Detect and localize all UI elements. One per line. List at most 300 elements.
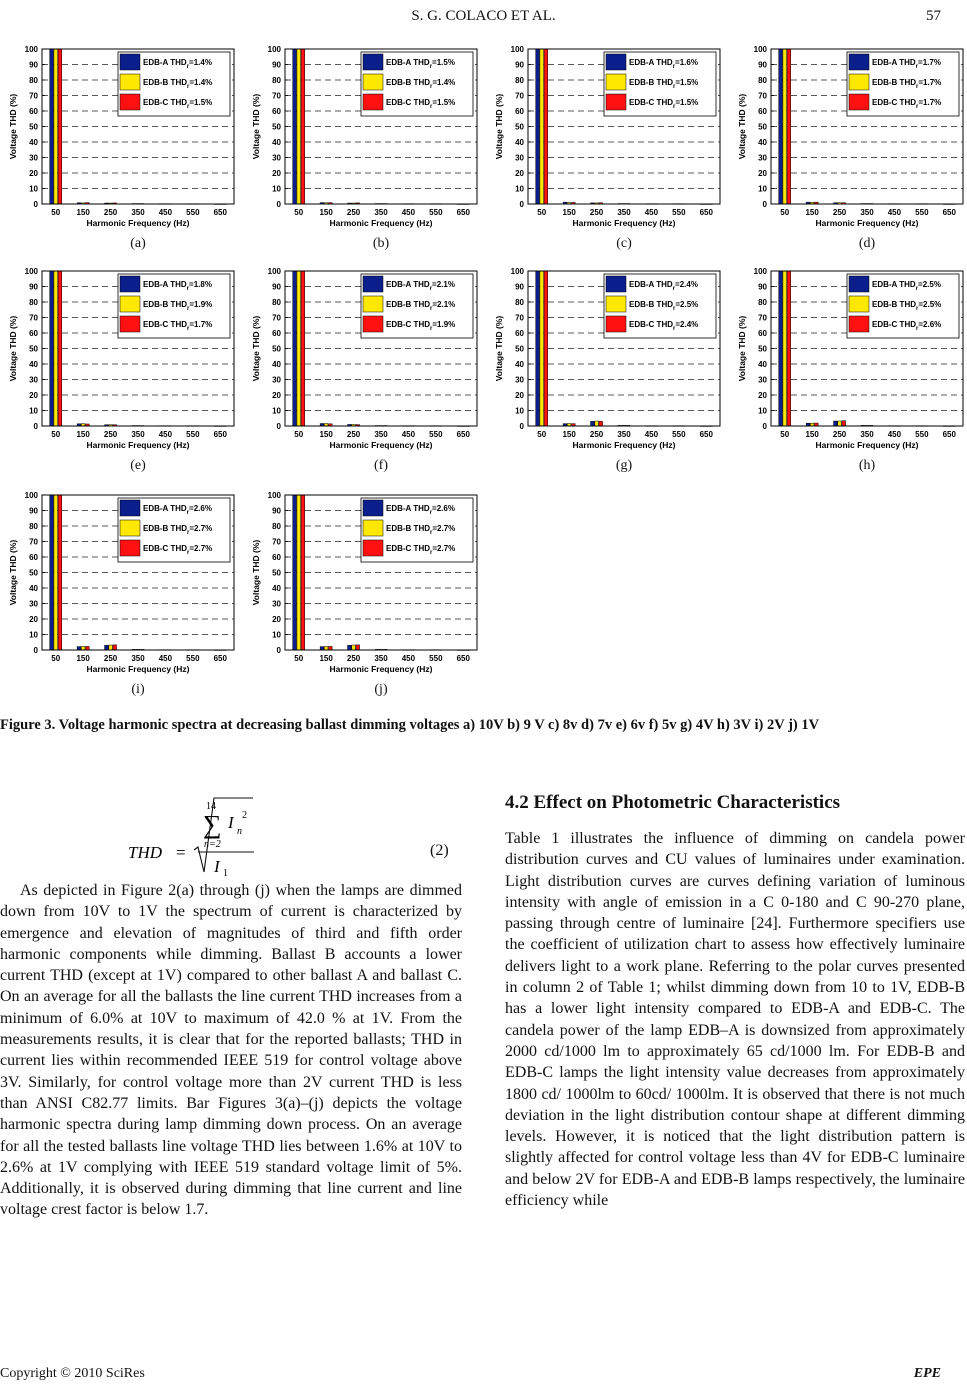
legend-label: EDB-C $THD_r=2.7\%$ bbox=[143, 544, 213, 556]
bar bbox=[113, 645, 117, 650]
y-tick-label: 10 bbox=[515, 406, 524, 416]
panel-sublabel: (h) bbox=[858, 458, 876, 473]
bar bbox=[109, 645, 113, 650]
y-tick-label: 50 bbox=[272, 568, 281, 578]
y-tick-label: 10 bbox=[29, 406, 38, 416]
legend-label: EDB-C $THD_r=1.5\%$ bbox=[629, 98, 699, 110]
x-tick-label: 450 bbox=[401, 654, 416, 663]
x-tick-label: 450 bbox=[644, 208, 659, 217]
y-tick-label: 100 bbox=[510, 45, 524, 54]
y-tick-label: 100 bbox=[267, 45, 281, 54]
x-tick-label: 250 bbox=[832, 430, 847, 439]
y-axis-label: Voltage THD (%) bbox=[737, 315, 747, 382]
x-tick-label: 350 bbox=[860, 208, 874, 217]
y-tick-label: 70 bbox=[29, 537, 38, 547]
legend-swatch bbox=[849, 74, 869, 90]
legend-label: EDB-B $THD_r=2.7\%$ bbox=[386, 524, 456, 536]
legend-label: EDB-A $THD_r=2.6\%$ bbox=[386, 504, 455, 516]
bar bbox=[301, 271, 305, 426]
y-tick-label: 30 bbox=[515, 375, 524, 385]
y-tick-label: 100 bbox=[267, 491, 281, 500]
y-tick-label: 70 bbox=[515, 313, 524, 323]
legend-swatch bbox=[849, 316, 869, 332]
legend-swatch bbox=[606, 74, 626, 90]
legend-swatch bbox=[606, 276, 626, 292]
y-tick-label: 70 bbox=[272, 91, 281, 101]
y-tick-label: 0 bbox=[519, 200, 524, 209]
y-tick-label: 60 bbox=[758, 329, 767, 338]
chart-svg bbox=[243, 40, 481, 235]
y-tick-label: 40 bbox=[515, 360, 524, 369]
legend-label: EDB-A $THD_r=2.6\%$ bbox=[143, 504, 212, 516]
y-tick-label: 90 bbox=[29, 282, 38, 292]
y-axis-label: Voltage THD (%) bbox=[494, 315, 504, 382]
bar bbox=[599, 421, 603, 426]
y-tick-label: 70 bbox=[272, 313, 281, 323]
legend-swatch bbox=[849, 54, 869, 70]
legend-swatch bbox=[606, 94, 626, 110]
y-tick-label: 20 bbox=[272, 615, 281, 624]
legend-swatch bbox=[606, 316, 626, 332]
chart-svg bbox=[486, 262, 724, 457]
y-tick-label: 90 bbox=[29, 60, 38, 70]
y-tick-label: 10 bbox=[515, 184, 524, 194]
bar bbox=[297, 495, 301, 650]
page-number: 57 bbox=[926, 8, 941, 24]
y-tick-label: 80 bbox=[272, 298, 281, 307]
legend-label: EDB-A $THD_r=1.5\%$ bbox=[386, 58, 455, 70]
y-tick-label: 60 bbox=[29, 329, 38, 338]
legend-label: EDB-C $THD_r=1.7\%$ bbox=[872, 98, 942, 110]
legend-label: EDB-C $THD_r=1.5\%$ bbox=[143, 98, 213, 110]
y-tick-label: 10 bbox=[758, 184, 767, 194]
x-tick-label: 650 bbox=[456, 208, 470, 217]
legend-swatch bbox=[363, 520, 383, 536]
y-tick-label: 30 bbox=[272, 375, 281, 385]
legend-label: EDB-B $THD_r=1.5\%$ bbox=[629, 78, 699, 90]
eq-sum-lower: n=2 bbox=[204, 839, 221, 850]
y-tick-label: 90 bbox=[272, 282, 281, 292]
legend-label: EDB-B $THD_r=1.4\%$ bbox=[143, 78, 213, 90]
x-tick-label: 150 bbox=[319, 654, 333, 663]
eq-sum-upper: 14 bbox=[206, 801, 216, 812]
x-axis-label: Harmonic Frequency (Hz) bbox=[329, 664, 433, 674]
bar bbox=[105, 645, 109, 650]
y-axis-label: Voltage THD (%) bbox=[8, 93, 18, 160]
legend-swatch bbox=[120, 520, 140, 536]
legend-label: EDB-A $THD_r=1.7\%$ bbox=[872, 58, 941, 70]
x-tick-label: 350 bbox=[617, 208, 631, 217]
legend-swatch bbox=[363, 94, 383, 110]
legend-label: EDB-C $THD_r=2.7\%$ bbox=[386, 544, 456, 556]
x-tick-label: 650 bbox=[699, 208, 713, 217]
panel-sublabel: (d) bbox=[858, 236, 876, 251]
panel-sublabel: (e) bbox=[130, 458, 146, 473]
y-tick-label: 10 bbox=[272, 630, 281, 640]
bar bbox=[838, 421, 842, 426]
y-tick-label: 40 bbox=[272, 138, 281, 147]
y-tick-label: 90 bbox=[272, 506, 281, 516]
eq-den-var: I bbox=[214, 857, 220, 876]
bar bbox=[54, 495, 58, 650]
y-tick-label: 20 bbox=[29, 391, 38, 400]
bar bbox=[536, 49, 540, 204]
bar bbox=[54, 49, 58, 204]
y-tick-label: 40 bbox=[272, 360, 281, 369]
bar bbox=[783, 271, 787, 426]
legend-swatch bbox=[363, 500, 383, 516]
panel-sublabel: (a) bbox=[130, 236, 146, 251]
chart-svg bbox=[486, 40, 724, 235]
y-tick-label: 70 bbox=[758, 91, 767, 101]
y-tick-label: 90 bbox=[29, 506, 38, 516]
thd-equation bbox=[118, 792, 463, 877]
panel-sublabel: (i) bbox=[131, 682, 145, 697]
y-tick-label: 30 bbox=[272, 599, 281, 609]
bar bbox=[293, 495, 297, 650]
bar bbox=[540, 271, 544, 426]
chart-panel bbox=[0, 262, 238, 457]
y-tick-label: 50 bbox=[272, 344, 281, 354]
y-axis-label: Voltage THD (%) bbox=[251, 93, 261, 160]
bar bbox=[787, 271, 791, 426]
chart-panel bbox=[243, 486, 481, 681]
x-axis-label: Harmonic Frequency (Hz) bbox=[815, 440, 919, 450]
y-tick-label: 50 bbox=[29, 568, 38, 578]
panel-sublabel: (c) bbox=[616, 236, 632, 251]
x-tick-label: 450 bbox=[158, 208, 173, 217]
legend-label: EDB-A $THD_r=1.8\%$ bbox=[143, 280, 212, 292]
legend-swatch bbox=[120, 74, 140, 90]
bar bbox=[779, 49, 783, 204]
y-tick-label: 100 bbox=[753, 45, 767, 54]
x-tick-label: 450 bbox=[401, 208, 416, 217]
bar bbox=[595, 421, 599, 426]
bar bbox=[297, 49, 301, 204]
bar bbox=[86, 646, 90, 650]
x-tick-label: 150 bbox=[76, 654, 90, 663]
legend-swatch bbox=[849, 276, 869, 292]
x-tick-label: 250 bbox=[346, 654, 361, 663]
legend-swatch bbox=[120, 500, 140, 516]
x-tick-label: 450 bbox=[644, 430, 659, 439]
legend-swatch bbox=[363, 276, 383, 292]
bar bbox=[536, 271, 540, 426]
y-axis-label: Voltage THD (%) bbox=[8, 539, 18, 606]
y-tick-label: 80 bbox=[515, 76, 524, 85]
x-axis-label: Harmonic Frequency (Hz) bbox=[572, 440, 676, 450]
chart-svg bbox=[729, 262, 967, 457]
y-tick-label: 30 bbox=[758, 153, 767, 163]
y-tick-label: 70 bbox=[272, 537, 281, 547]
bar bbox=[297, 271, 301, 426]
x-axis-label: Harmonic Frequency (Hz) bbox=[329, 440, 433, 450]
legend-swatch bbox=[120, 540, 140, 556]
y-tick-label: 90 bbox=[515, 60, 524, 70]
panel-sublabel: (g) bbox=[615, 458, 633, 473]
x-tick-label: 250 bbox=[346, 430, 361, 439]
x-tick-label: 550 bbox=[672, 208, 686, 217]
y-tick-label: 70 bbox=[515, 91, 524, 101]
y-tick-label: 100 bbox=[24, 491, 38, 500]
chart-svg bbox=[0, 40, 238, 235]
x-tick-label: 250 bbox=[589, 430, 604, 439]
y-tick-label: 40 bbox=[29, 360, 38, 369]
y-tick-label: 20 bbox=[29, 615, 38, 624]
chart-panel bbox=[0, 40, 238, 235]
y-tick-label: 0 bbox=[276, 422, 281, 431]
y-tick-label: 0 bbox=[276, 200, 281, 209]
y-tick-label: 60 bbox=[29, 553, 38, 562]
eq-den-sub: 1 bbox=[223, 868, 228, 877]
chart-panel bbox=[243, 40, 481, 235]
x-tick-label: 550 bbox=[186, 208, 200, 217]
bar bbox=[324, 646, 328, 650]
x-tick-label: 650 bbox=[942, 208, 956, 217]
x-tick-label: 150 bbox=[562, 430, 576, 439]
x-tick-label: 650 bbox=[213, 654, 227, 663]
y-tick-label: 60 bbox=[515, 329, 524, 338]
bar bbox=[58, 495, 62, 650]
bar bbox=[81, 646, 85, 650]
x-tick-label: 250 bbox=[589, 208, 604, 217]
y-tick-label: 0 bbox=[33, 422, 38, 431]
x-tick-label: 50 bbox=[51, 654, 61, 663]
legend-swatch bbox=[120, 276, 140, 292]
bar bbox=[301, 495, 305, 650]
eq-sum-sign: ∑ bbox=[203, 810, 222, 839]
y-tick-label: 80 bbox=[758, 298, 767, 307]
y-tick-label: 80 bbox=[272, 522, 281, 531]
chart-panel bbox=[729, 262, 967, 457]
legend-swatch bbox=[363, 296, 383, 312]
figure-caption: Figure 3. Voltage harmonic spectra at decreasing ballast dimming voltages a) 10V b) 9 V c) 8v d) 7v e) 6v f) 5v g) 4V h) 3V i) 2V j) 1V bbox=[0, 717, 820, 733]
x-tick-label: 50 bbox=[537, 208, 547, 217]
chart-panel bbox=[243, 262, 481, 457]
y-tick-label: 40 bbox=[758, 360, 767, 369]
y-tick-label: 70 bbox=[29, 313, 38, 323]
y-tick-label: 30 bbox=[29, 375, 38, 385]
bar bbox=[834, 421, 838, 426]
x-tick-label: 250 bbox=[832, 208, 847, 217]
eq-num-sup: 2 bbox=[242, 810, 247, 821]
legend-swatch bbox=[849, 296, 869, 312]
y-tick-label: 50 bbox=[758, 122, 767, 132]
left-column bbox=[0, 880, 462, 1221]
x-tick-label: 250 bbox=[346, 208, 361, 217]
y-tick-label: 80 bbox=[272, 76, 281, 85]
x-tick-label: 350 bbox=[131, 208, 145, 217]
bar bbox=[50, 495, 54, 650]
x-tick-label: 250 bbox=[103, 654, 118, 663]
y-tick-label: 40 bbox=[29, 584, 38, 593]
x-tick-label: 50 bbox=[294, 208, 304, 217]
y-tick-label: 20 bbox=[272, 391, 281, 400]
x-axis-label: Harmonic Frequency (Hz) bbox=[86, 664, 190, 674]
y-tick-label: 10 bbox=[29, 184, 38, 194]
y-tick-label: 0 bbox=[762, 422, 767, 431]
x-tick-label: 650 bbox=[942, 430, 956, 439]
x-tick-label: 450 bbox=[158, 654, 173, 663]
panel-sublabel: (f) bbox=[374, 458, 388, 473]
y-tick-label: 10 bbox=[29, 630, 38, 640]
y-tick-label: 90 bbox=[758, 60, 767, 70]
body-paragraph: As depicted in Figure 2(a) through (j) when the lamps are dimmed down from 10V to 1V the spectrum of current is characterized by emergence and elevation of magnitudes of third and fifth order harmonic components while dimming. Ballast B accounts a lower current THD (except at 1V) compared to other ballast A and ballast C. On an average for all the ballasts the line current THD increases from a minimum of 6.0% at 10V to maximum of 42.0 % at 1V. From the measurements results, it is clear that for the reported ballasts; THD in current lies within recommended IEEE 519 for control voltage above 3V. Similarly, for control voltage more than 2V current THD is less than ANSI C82.77 limits. Bar Figures 3(a)–(j) depicts the voltage harmonic spectra during lamp dimming down process. On an average for all the tested ballasts line voltage THD lies between 1.6% at 10V to 2.6% at 1V complying with IEEE 519 standard voltage limit of 5%. Additionally, it is observed during dimming that line current and line voltage crest factor is below 1.7. bbox=[0, 882, 462, 1219]
y-tick-label: 60 bbox=[515, 107, 524, 116]
chart-panel bbox=[729, 40, 967, 235]
y-tick-label: 100 bbox=[753, 267, 767, 276]
legend-label: EDB-C $THD_r=1.5\%$ bbox=[386, 98, 456, 110]
y-tick-label: 30 bbox=[515, 153, 524, 163]
y-tick-label: 30 bbox=[758, 375, 767, 385]
y-tick-label: 20 bbox=[758, 169, 767, 178]
x-tick-label: 550 bbox=[429, 208, 443, 217]
legend-label: EDB-A $THD_r=1.4\%$ bbox=[143, 58, 212, 70]
bar bbox=[58, 49, 62, 204]
y-tick-label: 60 bbox=[29, 107, 38, 116]
y-tick-label: 10 bbox=[272, 406, 281, 416]
eq-num-var: I bbox=[228, 813, 234, 832]
bar bbox=[301, 49, 305, 204]
legend-label: EDB-A $THD_r=1.6\%$ bbox=[629, 58, 698, 70]
y-tick-label: 80 bbox=[29, 298, 38, 307]
y-tick-label: 30 bbox=[29, 599, 38, 609]
bar bbox=[842, 421, 846, 426]
legend-swatch bbox=[120, 54, 140, 70]
legend-swatch bbox=[606, 54, 626, 70]
y-tick-label: 40 bbox=[758, 138, 767, 147]
x-tick-label: 350 bbox=[374, 430, 388, 439]
bar bbox=[544, 49, 548, 204]
bar bbox=[779, 271, 783, 426]
bar bbox=[58, 271, 62, 426]
y-tick-label: 10 bbox=[758, 406, 767, 416]
x-tick-label: 550 bbox=[429, 430, 443, 439]
x-tick-label: 50 bbox=[51, 430, 61, 439]
y-tick-label: 0 bbox=[33, 646, 38, 655]
y-tick-label: 0 bbox=[33, 200, 38, 209]
legend-label: EDB-A $THD_r=2.4\%$ bbox=[629, 280, 698, 292]
legend-label: EDB-A $THD_r=2.5\%$ bbox=[872, 280, 941, 292]
legend-label: EDB-C $THD_r=2.4\%$ bbox=[629, 320, 699, 332]
x-axis-label: Harmonic Frequency (Hz) bbox=[572, 218, 676, 228]
y-tick-label: 80 bbox=[29, 76, 38, 85]
legend-swatch bbox=[363, 316, 383, 332]
y-tick-label: 0 bbox=[762, 200, 767, 209]
x-tick-label: 550 bbox=[915, 208, 929, 217]
x-tick-label: 350 bbox=[374, 208, 388, 217]
legend-label: EDB-B $THD_r=2.5\%$ bbox=[629, 300, 699, 312]
x-tick-label: 50 bbox=[51, 208, 61, 217]
journal-footer: EPE bbox=[913, 1366, 941, 1381]
y-tick-label: 30 bbox=[272, 153, 281, 163]
legend-label: EDB-C $THD_r=1.9\%$ bbox=[386, 320, 456, 332]
x-tick-label: 550 bbox=[672, 430, 686, 439]
y-tick-label: 20 bbox=[515, 391, 524, 400]
section-heading: 4.2 Effect on Photometric Characteristics bbox=[505, 792, 841, 813]
x-tick-label: 650 bbox=[213, 430, 227, 439]
bar bbox=[293, 271, 297, 426]
legend-label: EDB-C $THD_r=2.6\%$ bbox=[872, 320, 942, 332]
x-axis-label: Harmonic Frequency (Hz) bbox=[86, 218, 190, 228]
y-tick-label: 50 bbox=[758, 344, 767, 354]
legend-label: EDB-B $THD_r=2.7\%$ bbox=[143, 524, 213, 536]
x-tick-label: 450 bbox=[401, 430, 416, 439]
legend-swatch bbox=[120, 94, 140, 110]
bar bbox=[787, 49, 791, 204]
y-tick-label: 100 bbox=[24, 45, 38, 54]
y-tick-label: 80 bbox=[758, 76, 767, 85]
copyright-footer: Copyright © 2010 SciRes bbox=[0, 1366, 145, 1381]
y-tick-label: 100 bbox=[510, 267, 524, 276]
x-axis-label: Harmonic Frequency (Hz) bbox=[329, 218, 433, 228]
running-header: S. G. COLACO ET AL. bbox=[411, 8, 556, 24]
y-axis-label: Voltage THD (%) bbox=[251, 539, 261, 606]
y-tick-label: 10 bbox=[272, 184, 281, 194]
x-tick-label: 150 bbox=[805, 208, 819, 217]
x-tick-label: 150 bbox=[319, 430, 333, 439]
x-tick-label: 650 bbox=[699, 430, 713, 439]
y-axis-label: Voltage THD (%) bbox=[8, 315, 18, 382]
right-column bbox=[505, 828, 965, 1211]
x-tick-label: 50 bbox=[537, 430, 547, 439]
x-tick-label: 150 bbox=[76, 430, 90, 439]
bar bbox=[783, 49, 787, 204]
x-tick-label: 550 bbox=[915, 430, 929, 439]
equation-number: (2) bbox=[430, 842, 449, 859]
y-tick-label: 40 bbox=[515, 138, 524, 147]
y-tick-label: 60 bbox=[272, 107, 281, 116]
legend-label: EDB-B $THD_r=2.1\%$ bbox=[386, 300, 456, 312]
bar bbox=[50, 49, 54, 204]
chart-panel bbox=[0, 486, 238, 681]
x-tick-label: 650 bbox=[456, 430, 470, 439]
bar bbox=[540, 49, 544, 204]
chart-svg bbox=[729, 40, 967, 235]
y-tick-label: 90 bbox=[515, 282, 524, 292]
y-tick-label: 50 bbox=[272, 122, 281, 132]
y-tick-label: 20 bbox=[758, 391, 767, 400]
x-tick-label: 550 bbox=[186, 430, 200, 439]
x-tick-label: 650 bbox=[456, 654, 470, 663]
x-tick-label: 550 bbox=[429, 654, 443, 663]
x-tick-label: 150 bbox=[562, 208, 576, 217]
x-tick-label: 150 bbox=[76, 208, 90, 217]
panel-sublabel: (b) bbox=[372, 236, 390, 251]
y-axis-label: Voltage THD (%) bbox=[251, 315, 261, 382]
x-tick-label: 550 bbox=[186, 654, 200, 663]
bar bbox=[77, 647, 81, 650]
y-tick-label: 50 bbox=[29, 122, 38, 132]
chart-svg bbox=[243, 262, 481, 457]
x-tick-label: 250 bbox=[103, 208, 118, 217]
bar bbox=[320, 647, 324, 650]
y-tick-label: 20 bbox=[515, 169, 524, 178]
x-tick-label: 50 bbox=[780, 430, 790, 439]
y-tick-label: 0 bbox=[519, 422, 524, 431]
bar bbox=[352, 645, 356, 650]
legend-label: EDB-B $THD_r=1.7\%$ bbox=[872, 78, 942, 90]
y-tick-label: 80 bbox=[29, 522, 38, 531]
x-tick-label: 150 bbox=[319, 208, 333, 217]
y-tick-label: 20 bbox=[29, 169, 38, 178]
x-tick-label: 50 bbox=[294, 430, 304, 439]
bar bbox=[54, 271, 58, 426]
bar bbox=[50, 271, 54, 426]
legend-label: EDB-C $THD_r=1.7\%$ bbox=[143, 320, 213, 332]
x-tick-label: 250 bbox=[103, 430, 118, 439]
x-tick-label: 350 bbox=[131, 654, 145, 663]
